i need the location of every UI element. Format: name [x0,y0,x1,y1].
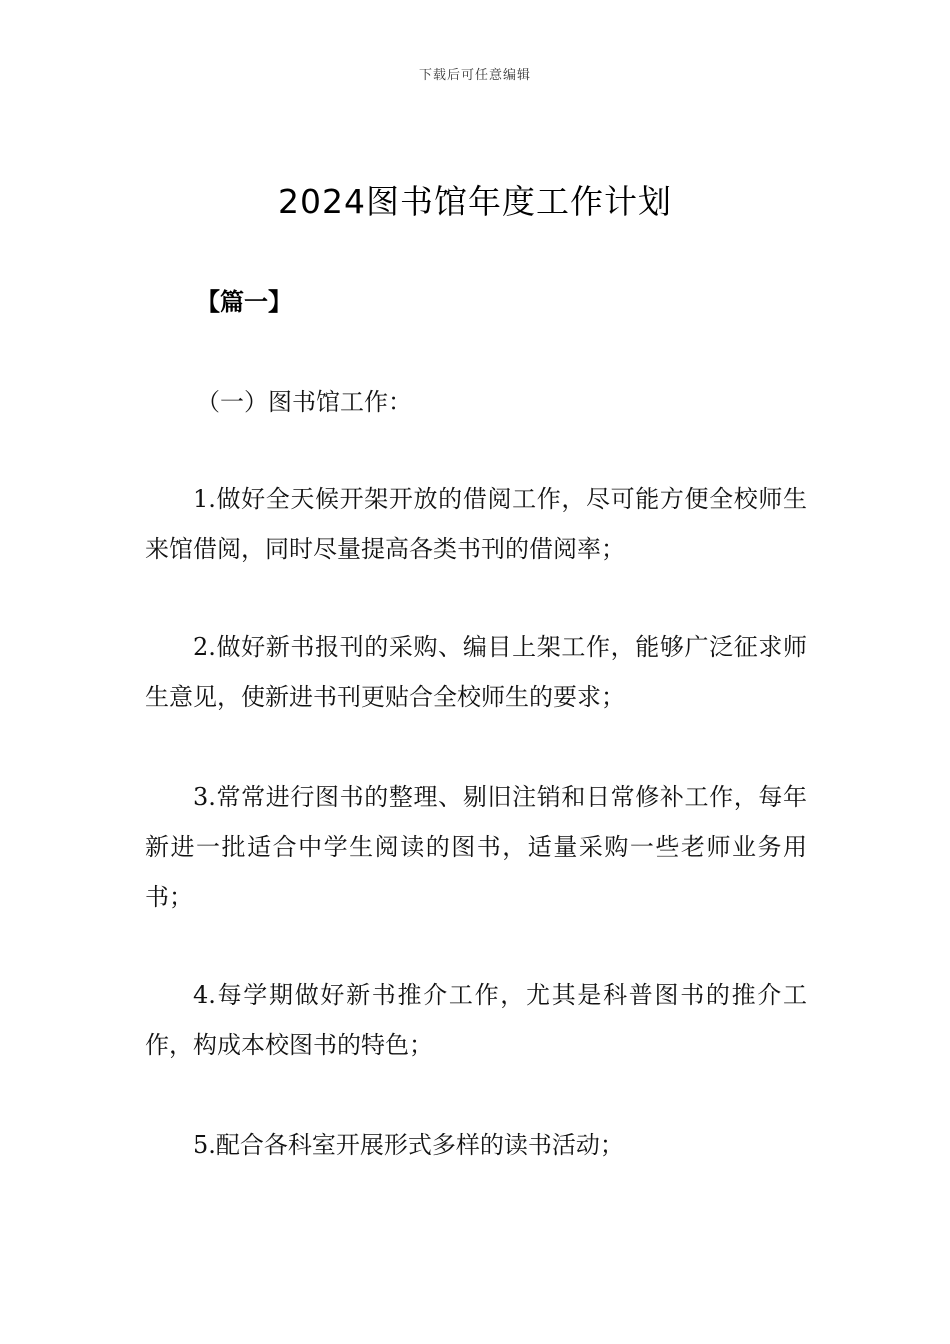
list-item: 2.做好新书报刊的采购、编目上架工作，能够广泛征求师生意见，使新进书刊更贴合全校师生的要求； [145,633,807,711]
list-item: 1.做好全天候开架开放的借阅工作，尽可能方便全校师生来馆借阅，同时尽量提高各类书刊的借阅率； [145,485,807,563]
list-item: 5.配合各科室开展形式多样的读书活动； [193,1131,624,1159]
list-item: 3.常常进行图书的整理、剔旧注销和日常修补工作，每年新进一批适合中学生阅读的图书，适量采购一些老师业务用书； [145,783,807,911]
subsection-heading: （一）图书馆工作： [196,388,412,416]
list-item: 4.每学期做好新书推介工作，尤其是科普图书的推介工作，构成本校图书的特色； [145,981,807,1059]
section-label: 【篇一】 [196,288,292,316]
header-note: 下载后可任意编辑 [418,68,531,83]
document-title: 2024图书馆年度工作计划 [278,182,672,221]
